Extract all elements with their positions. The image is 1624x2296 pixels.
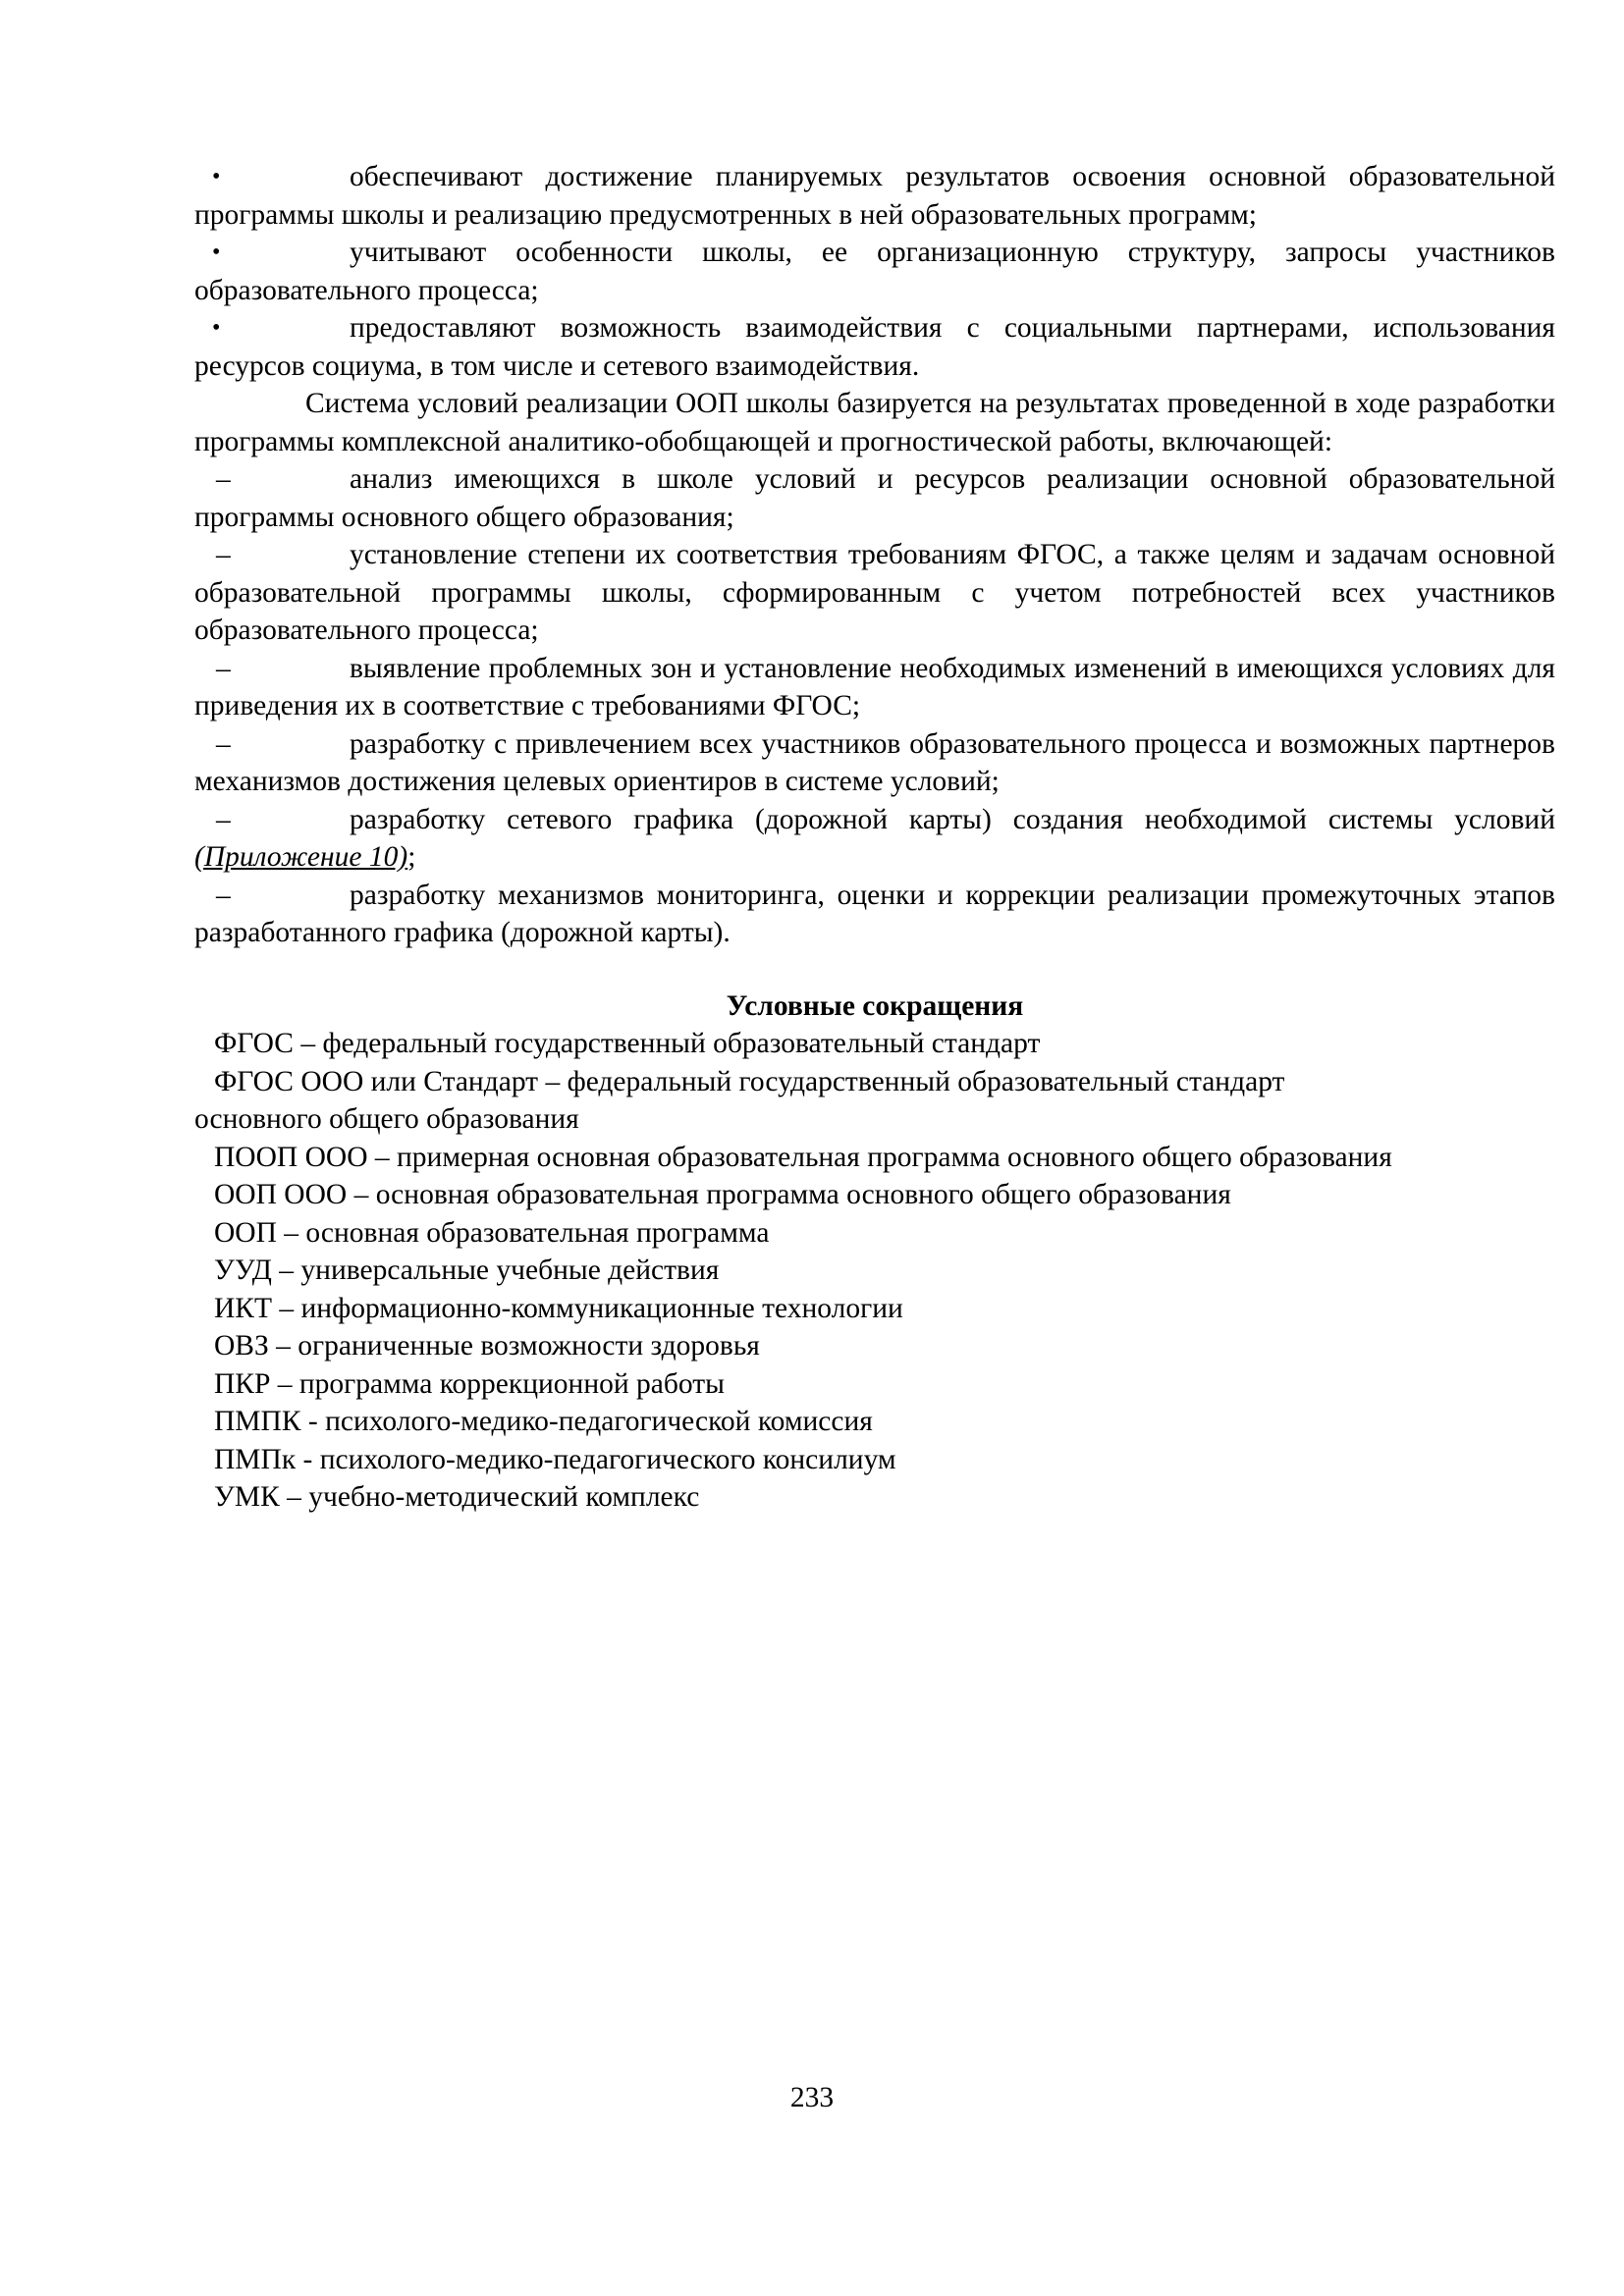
abbreviation-entry: ИКТ – информационно-коммуникационные технологии — [214, 1292, 903, 1324]
bullet-marker: • — [212, 164, 221, 189]
abbreviation-entry — [194, 1063, 1555, 1139]
dash-text: установление степени их соответствия требованиям ФГОС, а также целям и задачам основной образовательной программы школы, сформированным с учетом потребностей всех участников образовательного процесса; — [194, 539, 1555, 646]
dash-item — [194, 877, 1555, 952]
dash-marker: – — [216, 727, 231, 760]
bullet-item — [194, 158, 1555, 234]
dash-marker: – — [216, 803, 231, 835]
abbreviation-entry: ПКР – программа коррекционной работы — [214, 1367, 725, 1400]
bullet-text: предоставляют возможность взаимодействия с социальными партнерами, использования ресурсов социума, в том числе и сетевого взаимодействия. — [194, 312, 1555, 382]
bullet-text: обеспечивают достижение планируемых результатов освоения основной образовательной программы школы и реализацию предусмотренных в ней образовательных программ; — [194, 161, 1555, 231]
dash-text-after-link: ; — [407, 841, 416, 873]
abbreviation-entry: ОВЗ – ограниченные возможности здоровья — [214, 1330, 760, 1362]
dash-item — [194, 801, 1555, 877]
dash-marker: – — [216, 463, 231, 495]
dash-text-before-link: разработку сетевого графика (дорожной карты) создания необходимой системы условий — [350, 803, 1555, 835]
dash-item — [194, 725, 1555, 801]
dash-text: анализ имеющихся в школе условий и ресурсов реализации основной образовательной программы основного общего образования; — [194, 463, 1555, 533]
abbreviation-entry: ООП ООО – основная образовательная программа основного общего образования — [214, 1179, 1231, 1210]
dash-marker: – — [216, 539, 231, 570]
abbreviation-continuation: основного общего образования — [194, 1103, 579, 1135]
appendix-link[interactable]: (Приложение 10) — [194, 841, 408, 873]
abbreviation-entry: ООП – основная образовательная программа — [214, 1216, 770, 1249]
page-number: 233 — [789, 2082, 835, 2113]
dash-text: разработку механизмов мониторинга, оценки и коррекции реализации промежуточных этапов разработанного графика (дорожной карты). — [194, 879, 1555, 948]
abbreviation-entry: ПМПк - психолого-медико-педагогического консилиум — [214, 1443, 896, 1475]
dash-text-with-link — [194, 801, 1555, 877]
bullet-marker: • — [212, 315, 221, 341]
abbreviations-heading: Условные сокращения — [726, 989, 1024, 1022]
bullet-item — [194, 234, 1555, 309]
abbreviation-line: ФГОС ООО или Стандарт – федеральный государственный образовательный стандарт — [214, 1065, 1285, 1097]
abbreviation-entry: ПООП ООО – примерная основная образовательная программа основного общего образования — [214, 1141, 1392, 1173]
dash-marker: – — [216, 879, 231, 911]
dash-text: выявление проблемных зон и установление необходимых изменений в имеющихся условиях для приведения их в соответствие с требованиями ФГОС; — [194, 652, 1555, 721]
dash-text: разработку с привлечением всех участников образовательного процесса и возможных партнеров механизмов достижения целевых ориентиров в системе условий; — [194, 727, 1555, 797]
page-content — [194, 158, 1555, 1517]
abbreviation-entry: УУД – универсальные учебные действия — [214, 1255, 720, 1286]
abbreviation-entry: ПМПК - психолого-медико-педагогической комиссия — [214, 1406, 873, 1437]
bullet-item — [194, 309, 1555, 385]
dash-item — [194, 460, 1555, 536]
dash-marker: – — [216, 652, 231, 684]
abbreviation-entry: УМК – учебно-методический комплекс — [214, 1481, 700, 1513]
dash-item — [194, 650, 1555, 725]
abbreviations-list — [194, 1025, 1555, 1517]
bullet-text: учитывают особенности школы, ее организационную структуру, запросы участников образовательного процесса; — [194, 237, 1555, 306]
dash-item — [194, 536, 1555, 650]
abbreviation-entry: ФГОС – федеральный государственный образовательный стандарт — [214, 1028, 1041, 1059]
system-paragraph: Система условий реализации ООП школы базируется на результатах проведенной в ходе разработки программы комплексной аналитико-обобщающей и прогностической работы, включающей: — [194, 388, 1555, 457]
bullet-marker: • — [212, 240, 221, 265]
